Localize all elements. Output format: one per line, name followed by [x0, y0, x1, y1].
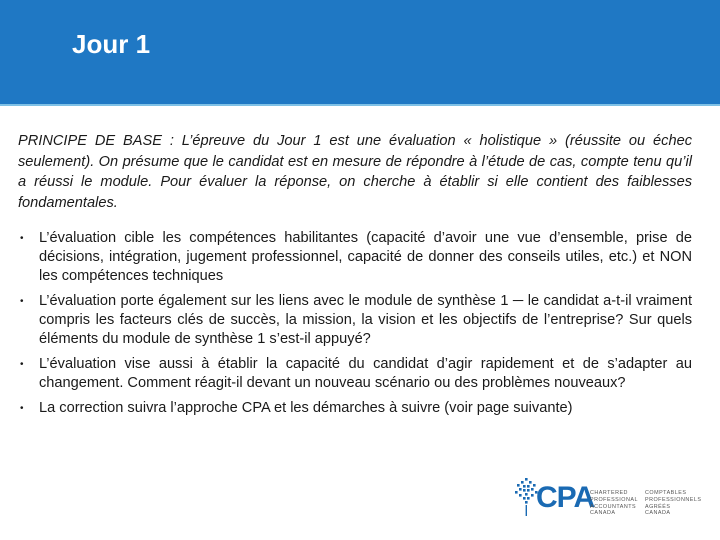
bullet-text: L’évaluation vise aussi à établir la capacité du candidat d’agir rapidement et de s’adapter au changement. Comment réagit-il devant un nouveau scénario ou des problèmes nouveaux? — [39, 356, 692, 391]
bullet-item — [18, 399, 692, 418]
intro-paragraph: PRINCIPE DE BASE : L’épreuve du Jour 1 est une évaluation « holistique » (réussite ou échec seulement). On présume que le candidat est en mesure de répondre à l’étude de cas, compte tenu qu’il a réussi le module. Pour évaluer la réponse, on cherche à établir si elle contient des faiblesses fondamentales. — [18, 133, 692, 211]
page-title: Jour 1 — [72, 29, 151, 59]
bullet-text: L’évaluation porte également sur les liens avec le module de synthèse 1 ─ le candidat a-t-il vraiment compris les facteurs clés de succès, la mission, la vision et les objectifs de l’entreprise? Sur quels éléments du module de synthèse 1 s’est-il appuyé? — [39, 293, 692, 347]
bullet-text: L’évaluation cible les compétences habilitantes (capacité d’avoir une vue d’ensemble, prise de décisions, intégration, jugement professionnel, capacité de donner des conseils utiles, etc.) et NON les compétences techniques — [39, 230, 692, 284]
bullet-marker: • — [20, 296, 24, 307]
bullet-item — [18, 355, 692, 393]
logo-wordmark: CPA — [536, 481, 595, 514]
bullet-marker: • — [20, 403, 24, 414]
bullet-list — [18, 229, 692, 424]
bullet-marker: • — [20, 233, 24, 244]
bullet-marker: • — [20, 359, 24, 370]
logo-french-text: COMPTABLES PROFESSIONNELS AGRÉÉS CANADA — [645, 490, 702, 517]
header-bar — [0, 0, 720, 106]
bullet-item — [18, 229, 692, 286]
cpa-logo — [514, 478, 702, 522]
bullet-text: La correction suivra l’approche CPA et les démarches à suivre (voir page suivante) — [39, 400, 573, 416]
logo-english-text: CHARTERED PROFESSIONAL ACCOUNTANTS CANADA — [590, 490, 638, 517]
bullet-item — [18, 292, 692, 349]
